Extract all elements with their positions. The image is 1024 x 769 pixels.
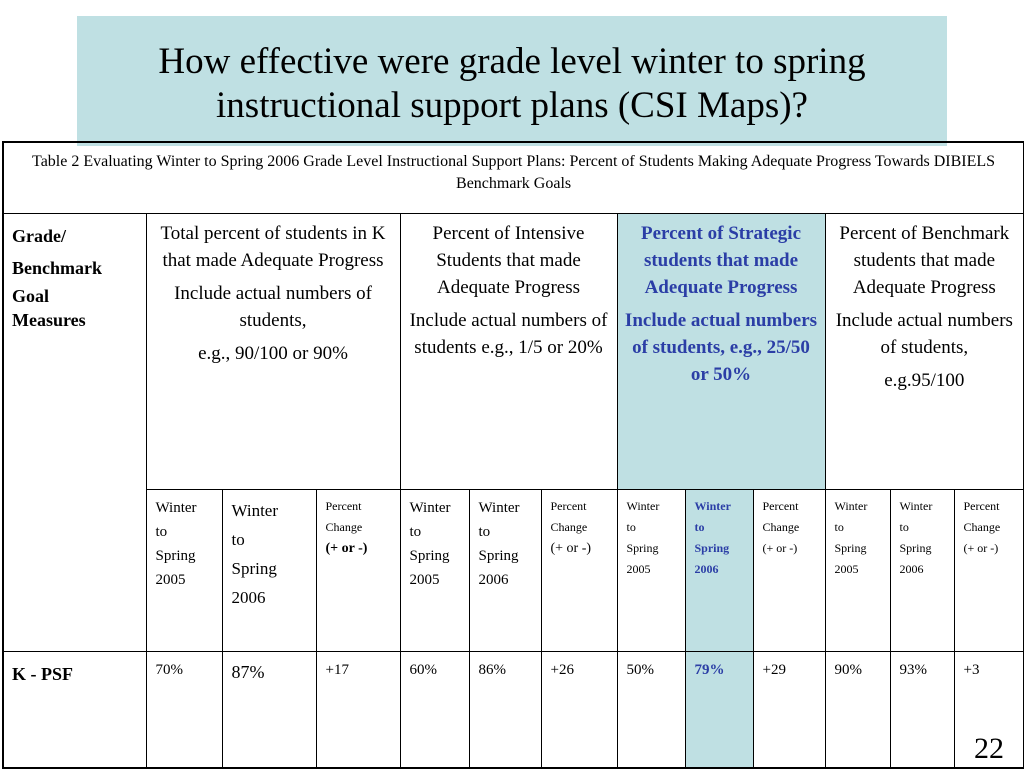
subheader-line: to	[409, 524, 422, 540]
subheader-line: Percent	[963, 499, 1000, 513]
group-header-text: e.g., 90/100 or 90%	[198, 343, 348, 364]
group-header-intensive	[400, 214, 617, 490]
subheader-cell	[400, 490, 469, 652]
subheader-line: Spring	[694, 541, 730, 555]
subheader-line: Change	[550, 520, 588, 534]
group-header-text: Total percent of students in K that made Adequate Progress	[160, 223, 386, 271]
page-number: 22	[974, 732, 1004, 765]
group-header-total	[146, 214, 400, 490]
subheader-line: 2006	[231, 588, 266, 607]
subheader-line: Winter	[478, 500, 520, 516]
subheader-cell	[316, 490, 400, 652]
value-cell: 50%	[617, 652, 685, 768]
subheader-line: Spring	[155, 548, 196, 564]
subheader-line: to	[155, 524, 168, 540]
subheader-line: to	[231, 530, 245, 549]
group-header-strategic	[617, 214, 825, 490]
subheader-line: Winter	[834, 499, 868, 513]
subheader-line: Spring	[834, 541, 867, 555]
row-header-line: Grade/	[12, 226, 66, 246]
value-cell: +26	[541, 652, 617, 768]
subheader-line: 2005	[409, 572, 440, 588]
subheader-cell	[222, 490, 316, 652]
subheader-line: Spring	[478, 548, 519, 564]
subheader-line: Spring	[899, 541, 932, 555]
subheader-cell-highlight	[685, 490, 753, 652]
group-header-text: Percent of Strategic students that made Adequate Progress	[640, 223, 801, 298]
value-cell: 90%	[825, 652, 890, 768]
row-header-line: Goal	[12, 286, 50, 306]
subheader-line: Spring	[409, 548, 450, 564]
subheader-cell	[469, 490, 541, 652]
subheader-line: to	[899, 520, 909, 534]
row-header-cell	[3, 214, 146, 652]
subheader-line: (+ or -)	[325, 541, 368, 556]
group-header-benchmark	[825, 214, 1024, 490]
value-cell: 60%	[400, 652, 469, 768]
subheader-line: Change	[762, 520, 800, 534]
value-cell-highlight: 79%	[685, 652, 753, 768]
subheader-line: Percent	[325, 499, 362, 513]
group-header-text: Include actual numbers of students, e.g., 25/50 or 50%	[624, 310, 818, 385]
subheader-line: 2006	[478, 572, 509, 588]
row-header-line: Benchmark	[12, 258, 102, 278]
subheader-cell	[890, 490, 954, 652]
evaluation-table	[2, 141, 1024, 769]
group-header-text: Percent of Intensive Students that made Adequate Progress	[432, 223, 585, 298]
group-header-text: Include actual numbers of students e.g., 1/5 or 20%	[409, 310, 608, 358]
table-caption: Table 2 Evaluating Winter to Spring 2006 Grade Level Instructional Support Plans: Percent of Students Making Adequate Progress Towards DIBIELS Benchmark Goals	[3, 142, 1024, 214]
subheader-line: Winter	[626, 499, 660, 513]
slide-title: How effective were grade level winter to spring instructional support plans (CSI Maps)?	[158, 41, 866, 126]
subheader-line: to	[694, 520, 705, 534]
subheader-line: 2005	[155, 572, 186, 588]
group-header-text: e.g.95/100	[884, 370, 965, 391]
title-banner	[77, 16, 947, 146]
subheader-line: Winter	[155, 500, 197, 516]
subheader-line: to	[834, 520, 844, 534]
group-header-text: Include actual numbers of students,	[835, 310, 1013, 358]
subheader-cell	[753, 490, 825, 652]
subheader-line: Percent	[550, 499, 587, 513]
subheader-cell	[617, 490, 685, 652]
subheader-line: 2006	[694, 562, 719, 576]
subheader-line: Percent	[762, 499, 799, 513]
subheader-line: to	[626, 520, 636, 534]
subheader-line: Change	[963, 520, 1001, 534]
value-cell: 70%	[146, 652, 222, 768]
value-cell: +29	[753, 652, 825, 768]
subheader-line: Spring	[231, 559, 277, 578]
value-cell: +17	[316, 652, 400, 768]
subheader-cell	[541, 490, 617, 652]
subheader-cell	[954, 490, 1024, 652]
subheader-line: 2006	[899, 562, 924, 576]
row-header-line: Measures	[12, 310, 86, 330]
subheader-cell	[146, 490, 222, 652]
row-label: K - PSF	[3, 652, 146, 768]
subheader-line: to	[478, 524, 491, 540]
subheader-line: (+ or -)	[550, 541, 592, 556]
subheader-line: (+ or -)	[762, 541, 798, 555]
group-header-text: Percent of Benchmark students that made Adequate Progress	[839, 223, 1010, 298]
subheader-cell	[825, 490, 890, 652]
value-cell: 87%	[222, 652, 316, 768]
subheader-line: (+ or -)	[963, 541, 999, 555]
subheader-line: Winter	[409, 500, 451, 516]
value-cell: 93%	[890, 652, 954, 768]
value-cell: +3	[954, 652, 1024, 768]
subheader-line: Winter	[899, 499, 933, 513]
subheader-line: Change	[325, 520, 363, 534]
subheader-line: Spring	[626, 541, 659, 555]
subheader-line: 2005	[834, 562, 859, 576]
value-cell: 86%	[469, 652, 541, 768]
subheader-line: Winter	[231, 501, 279, 520]
subheader-line: Winter	[694, 499, 731, 513]
subheader-line: 2005	[626, 562, 651, 576]
group-header-text: Include actual numbers of students,	[174, 283, 372, 331]
